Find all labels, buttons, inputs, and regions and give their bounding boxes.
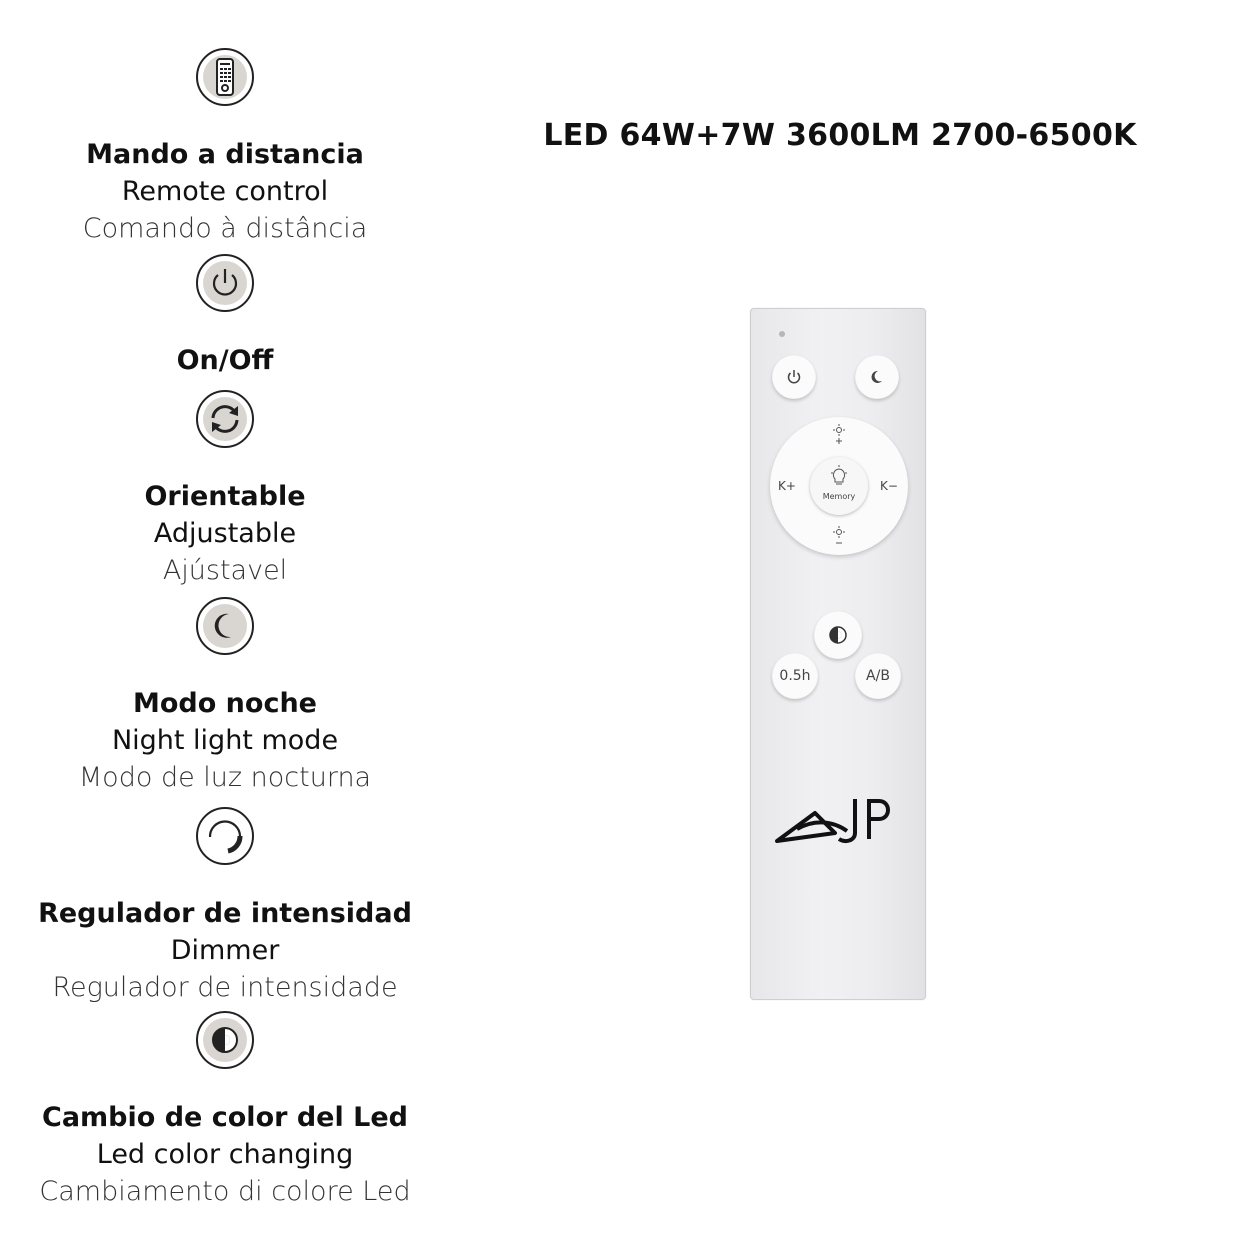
power-button — [772, 355, 816, 399]
feature-label-es: Orientable — [144, 481, 306, 512]
rotate-arrows-icon — [196, 390, 254, 448]
moon-icon — [196, 597, 254, 655]
feature-label-pt: Regulador de intensidade — [52, 972, 398, 1003]
feature-color-change — [0, 1011, 450, 1210]
brightness-down-icon — [830, 525, 848, 547]
moon-icon — [868, 368, 886, 386]
indicator-led — [779, 331, 785, 337]
feature-label-en: Adjustable — [153, 518, 297, 549]
color-change-icon — [827, 624, 849, 646]
feature-label-pt: Ajústavel — [162, 555, 288, 586]
power-icon — [785, 368, 803, 386]
feature-adjustable — [0, 390, 450, 589]
dimmer-arc-icon — [196, 807, 254, 865]
feature-label-en: Night light mode — [111, 725, 339, 756]
k-minus-label: K− — [880, 479, 898, 493]
feature-label-es: On/Off — [176, 345, 274, 376]
feature-label-es: Modo noche — [132, 688, 317, 719]
feature-label-pt: Cambiamento di colore Led — [39, 1176, 411, 1207]
power-icon — [196, 254, 254, 312]
feature-label-es: Regulador de intensidad — [38, 898, 412, 929]
k-plus-label: K+ — [778, 479, 796, 493]
feature-on-off — [0, 254, 450, 379]
memory-button — [810, 457, 868, 515]
timer-button: 0.5h — [772, 653, 818, 699]
brand-logo — [775, 789, 899, 849]
color-change-icon — [196, 1011, 254, 1069]
feature-remote-control — [0, 48, 450, 247]
product-spec-title: LED 64W+7W 3600LM 2700-6500K — [543, 118, 1137, 153]
feature-label-es: Mando a distancia — [86, 139, 364, 170]
ab-button: A/B — [855, 653, 901, 699]
bulb-icon — [829, 465, 849, 489]
color-change-button — [814, 611, 862, 659]
feature-label-en: Led color changing — [96, 1139, 354, 1170]
feature-night-mode — [0, 597, 450, 796]
brightness-up-icon — [830, 423, 848, 445]
remote-control-image — [750, 308, 926, 1000]
remote-control-icon — [196, 48, 254, 106]
feature-dimmer — [0, 807, 450, 1006]
feature-label-en: Remote control — [121, 176, 329, 207]
feature-label-es: Cambio de color del Led — [42, 1102, 408, 1133]
feature-label-pt: Modo de luz nocturna — [78, 762, 372, 793]
brightness-color-dpad — [770, 417, 908, 555]
feature-label-pt: Comando à distância — [82, 213, 368, 244]
memory-label: Memory — [822, 492, 856, 501]
feature-label-en: Dimmer — [170, 935, 280, 966]
night-mode-button — [855, 355, 899, 399]
